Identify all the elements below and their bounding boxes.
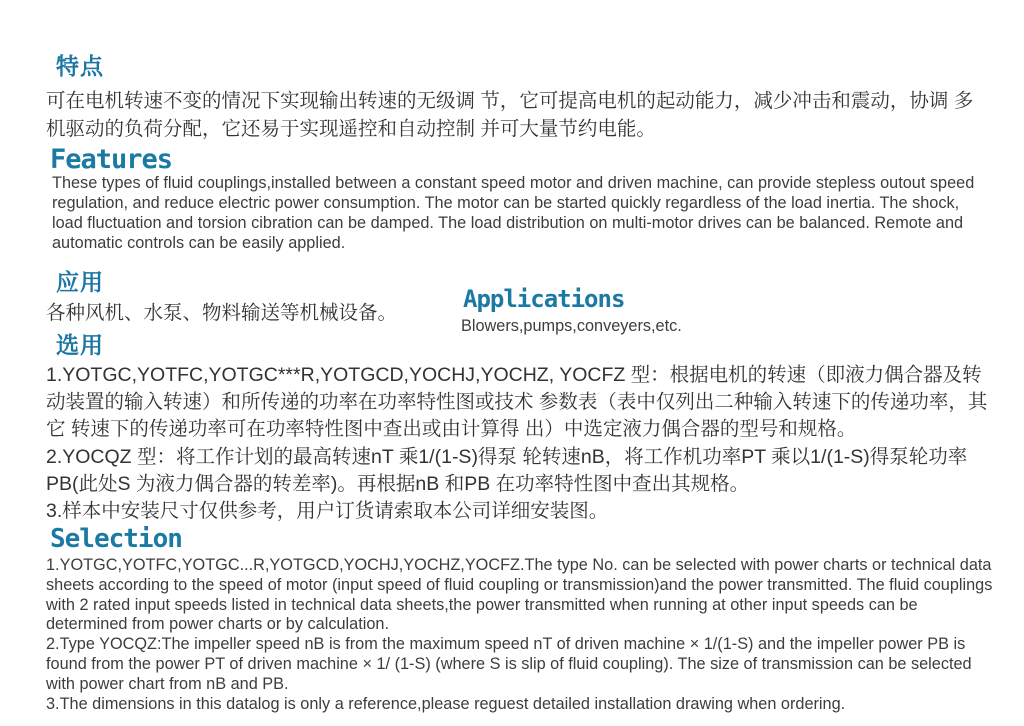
heading-features-cn: 特点	[56, 53, 104, 79]
heading-applications-cn: 应用	[56, 269, 104, 295]
paragraph-applications-cn: 各种风机、水泵、物料输送等机械设备。	[46, 302, 398, 324]
heading-applications-en: Applications	[463, 285, 625, 313]
selection-cn-item-1: 1.YOTGC,YOTFC,YOTGC***R,YOTGCD,YOCHJ,YOCHZ, YOCFZ 型：根据电机的转速（即液力偶合器及转动装置的输入转速）和所传递的功率在功率特性图或技术 参数表（表中仅列出二种输入转速下的传递功率，其它 转速下的传递功率可在功率特性图中查出或由计算得 出）中选定液力偶合器的型号和规格。	[46, 364, 988, 441]
heading-selection-en: Selection	[50, 524, 182, 554]
paragraph-applications-en: Blowers,pumps,conveyers,etc.	[461, 317, 682, 335]
paragraph-features-cn: 可在电机转速不变的情况下实现输出转速的无级调 节，它可提高电机的起动能力，减少冲击和震动，协调 多机驱动的负荷分配，它还易于实现遥控和自动控制 并可大量节约电能。	[46, 90, 974, 140]
selection-en-items	[46, 556, 996, 714]
selection-cn-item-2: 2.YOCQZ 型：将工作计划的最高转速nT 乘1/(1-S)得泵 轮转速nB，将工作机功率PT 乘以1/(1-S)得泵轮功率PB(此处S 为液力偶合器的转差率)。再根据nB 和PB 在功率特性图中查出其规格。	[46, 445, 968, 495]
selection-en-item-1: 1.YOTGC,YOTFC,YOTGC...R,YOTGCD,YOCHJ,YOCHZ,YOCFZ.The type No. can be selected with power charts or technical data sheets according to the speed of motor (input speed of fluid coupling or transmission)and the power transmitted. The fluid couplings with 2 rated input speeds listed in technical data sheets,the power transmitted when running at other input speeds can be determined from power charts or by calculation.	[46, 556, 993, 634]
paragraph-features-en: These types of fluid couplings,installed between a constant speed motor and driven machine, can provide stepless outout speed regulation, and reduce electric power consumption. The motor can be started quickly regardless of the load inertia. The shock, load fluctuation and torsion cibration can be damped. The load distribution on multi-motor drives can be balanced. Remote and automatic controls can be easily applied.	[52, 174, 975, 252]
heading-features-en: Features	[50, 144, 173, 175]
selection-en-item-2: 2.Type YOCQZ:The impeller speed nB is from the maximum speed nT of driven machine × 1/(1-S) and the impeller power PB is found from the power PT of driven machine × 1/ (1-S) (where S is slip of fluid coupling). The size of transmission can be selected with power chart from nB and PB.	[46, 635, 972, 693]
selection-cn-items	[46, 362, 992, 525]
selection-cn-item-3: 3.样本中安装尺寸仅供参考，用户订货请索取本公司详细安装图。	[46, 500, 609, 523]
heading-selection-cn: 选用	[56, 332, 104, 358]
selection-en-item-3: 3.The dimensions in this datalog is only a reference,please reguest detailed installation drawing when ordering.	[46, 694, 846, 713]
